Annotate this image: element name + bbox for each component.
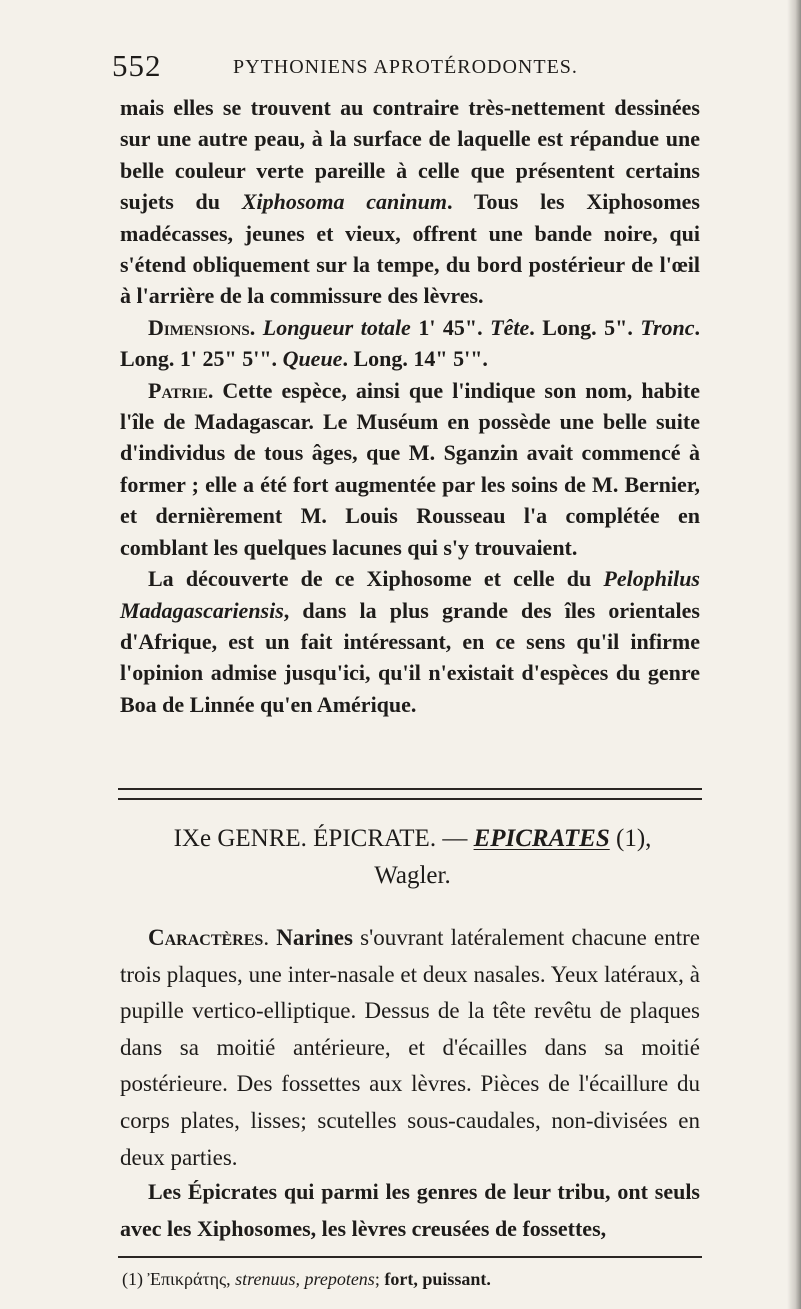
paragraph-patrie: Patrie. Cette espèce, ainsi que l'indique son nom, habite l'île de Madagascar. Le Muséum en possède une belle suite d'individus de tous âges, que M. Sganzin avait commencé à former ; elle a été fort augmentée par les soins de M. Bernier, et dernièrement M. Louis Rousseau l'a complétée en comblant les quelques lacunes qui s'y trouvaient. [120, 377, 700, 560]
text-block-top [120, 92, 700, 720]
paragraph-epicrates: Les Épicrates qui parmi les genres de leur tribu, ont seuls avec les Xiphosomes, les lèvres creusées de fossettes, [120, 1179, 700, 1241]
footnote-french: fort, puissant. [384, 1269, 491, 1289]
genus-heading: IXe GENRE. ÉPICRATE. — EPICRATES (1), Wagler. [120, 820, 705, 894]
footnote-ref: (1), [609, 825, 652, 852]
running-title: PYTHONIENS APROTÉRODONTES. [233, 56, 578, 78]
genus-latin-name: EPICRATES [473, 825, 610, 852]
text-block-characters [120, 920, 700, 1176]
footnote: (1) Ἐπικράτης, strenuus, prepotens; fort, puissant. [122, 1269, 491, 1289]
paragraph-discovery: La découverte de ce Xiphosome et celle du Pelophilus Madagascariensis, dans la plus grande des îles orientales d'Afrique, est un fait intéressant, en ce sens qu'il infirme l'opinion admise jusqu'ici, qu'il n'existait d'espèces du genre Boa de Linnée qu'en Amérique. [120, 566, 700, 717]
page-number: 552 [112, 48, 162, 83]
footnote-rule [118, 1256, 702, 1258]
dimensions-label: Dimensions [148, 314, 250, 340]
running-head [112, 48, 712, 88]
section-divider [118, 788, 702, 800]
paragraph-dimensions: Dimensions. Longueur totale 1' 45". Tête. Long. 5". Tronc. Long. 1' 25" 5'". Queue. Long. 14" 5'". [120, 314, 701, 372]
paragraph-characters: Caractères. Narines s'ouvrant latéralement chacune entre trois plaques, une inter-nasale et deux nasales. Yeux latéraux, à pupille vertico-elliptique. Dessus de la tête revêtu de plaques dans sa moitié antérieure, et d'écailles dans sa moitié postérieure. Des fossettes aux lèvres. Pièces de l'écaillure du corps plates, lisses; scutelles sous-caudales, non-divisées en deux parties. [120, 925, 701, 1170]
patrie-label: Patrie [148, 377, 208, 403]
genus-author: Wagler. [374, 862, 451, 889]
text-block-bottom [120, 1174, 700, 1247]
species-name: Pelophilus Madagascariensis [120, 566, 700, 623]
paragraph-coloration: mais elles se trouvent au contraire très-nettement dessinées sur une autre peau, à la surface de laquelle est répandue une belle couleur verte pareille à celle que présentent certains sujets du Xiphosoma caninum. Tous les Xiphosomes madécasses, jeunes et vieux, offrent une bande noire, qui s'étend obliquement sur la tempe, du bord postérieur de l'œil à l'arrière de la commissure des lèvres. [120, 95, 700, 309]
characters-label: Caractères [148, 925, 264, 950]
footnote-latin: strenuus, prepotens [235, 1269, 375, 1289]
page-edge-shadow [787, 0, 801, 1309]
species-name: Xiphosoma caninum [241, 189, 447, 215]
footnote-greek: Ἐπικράτης [147, 1269, 227, 1289]
